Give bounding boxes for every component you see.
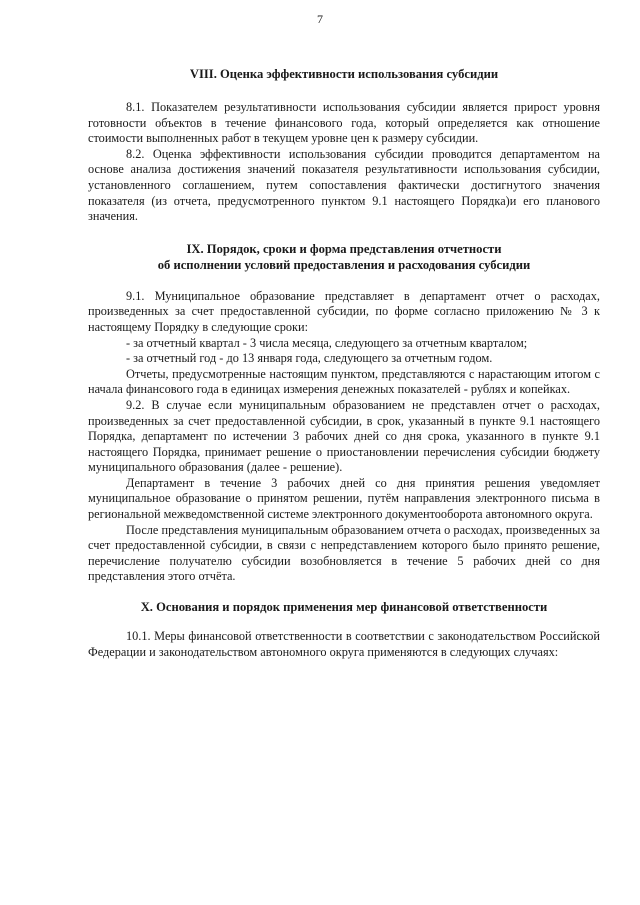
paragraph-9-1: 9.1. Муниципальное образование представляет в департамент отчет о расходах, произведенных за счет предоставленной субсидии, по форме согласно приложению № 3 к настоящему Порядку в следующие сроки: (88, 288, 600, 334)
paragraph-10-1: 10.1. Меры финансовой ответственности в соответствии с законодательством Российской Федерации и законодательством автономного округа применяются в следующих случаях: (88, 629, 600, 659)
paragraph-reports: Отчеты, предусмотренные настоящим пунктом, представляются с нарастающим итогом с начала финансового года в единицах измерения денежных показателей - рублях и копейках. (88, 366, 600, 397)
section-9-heading-line-1: IX. Порядок, сроки и форма представления отчетности (186, 241, 502, 256)
section-10-heading: X. Основания и порядок применения мер финансовой ответственности (140, 600, 548, 615)
document-body (88, 66, 600, 660)
list-item-year: - за отчетный год - до 13 января года, следующего за отчетным годом. (126, 351, 493, 366)
paragraph-9-2: 9.2. В случае если муниципальным образованием не представлен отчет о расходах, произведенных за счет предоставленной субсидии, в срок, указанный в пункте 9.1 настоящего Порядка, департамент по истечении 3 рабочих дней со дня срока, указанного в пункте 9.1 настоящего Порядка, принимает решение о приостановлении перечисления субсидии бюджету муниципального образования (далее - решение). (88, 397, 600, 475)
section-9-heading-line-2: об исполнении условий предоставления и расходования субсидии (157, 257, 531, 272)
paragraph-resumption: После представления муниципальным образованием отчета о расходах, произведенных за счет предоставленной субсидии, в связи с непредставлением которого было принято решение, перечисление получателю субсидии возобновляется в течение 5 рабочих дней со дня представления этого отчёта. (88, 522, 600, 584)
section-8-heading: VIII. Оценка эффективности использования субсидии (189, 67, 499, 81)
list-item-quarter: - за отчетный квартал - 3 числа месяца, следующего за отчетным кварталом; (126, 335, 528, 350)
section-9-heading (88, 241, 600, 273)
paragraph-department-notice: Департамент в течение 3 рабочих дней со дня принятия решения уведомляет муниципальное образование о принятом решении, путём направления электронного письма в региональной межведомственной системе электронного документооборота автономного округа. (88, 475, 600, 522)
page-number: 7 (317, 12, 323, 26)
paragraph-8-2: 8.2. Оценка эффективности использования субсидии проводится департаментом на основе анализа достижения значений показателя результативности использования субсидии, установленного соглашением, путем сопоставления фактически достигнутого значения показателя (из отчета, предусмотренного пунктом 9.1 настоящего Порядка)и его планового значения. (88, 146, 600, 224)
paragraph-8-1: 8.1. Показателем результативности использования субсидии является прирост уровня готовности объектов в течение финансового года, который определяется как отношение стоимости выполненных работ в текущем уровне цен к размеру субсидии. (88, 100, 600, 146)
